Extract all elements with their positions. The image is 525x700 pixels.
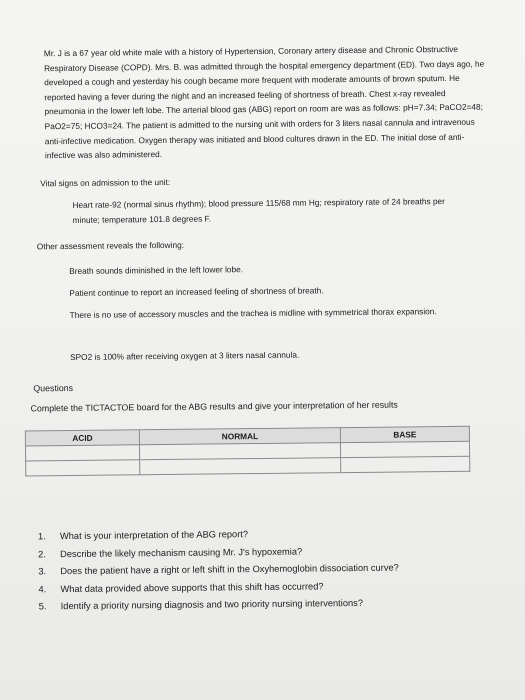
question-number: 4.: [38, 584, 47, 595]
vitals-title: Vital signs on admission to the unit:: [40, 176, 171, 189]
tictactoe-board: [25, 426, 470, 477]
header-acid: ACID: [25, 430, 139, 446]
questions-heading: Questions: [33, 382, 74, 394]
board-cell[interactable]: [26, 460, 140, 476]
assessment-finding: There is no use of accessory muscles and the trachea is midline with symmetrical thorax expansion.: [69, 306, 437, 320]
assessment-finding: SPO2 is 100% after receiving oxygen at 3 liters nasal cannula.: [70, 349, 300, 362]
question-text: Identify a priority nursing diagnosis and two priority nursing interventions?: [60, 598, 364, 612]
question-number: 5.: [38, 601, 47, 612]
board-cell[interactable]: [25, 445, 139, 461]
question-text: What is your interpretation of the ABG report?: [59, 529, 249, 542]
question-text: Describe the likely mechanism causing Mr. J's hypoxemia?: [60, 546, 303, 559]
question-number: 3.: [38, 566, 47, 577]
question-number: 1.: [37, 531, 46, 542]
question-text: What data provided above supports that this shift has occurred?: [60, 581, 324, 594]
header-normal: NORMAL: [139, 428, 340, 445]
assessment-finding: Patient continue to report an increased feeling of shortness of breath.: [69, 285, 324, 298]
question-list: [38, 524, 479, 617]
case-paragraph: Mr. J is a 67 year old white male with a history of Hypertension, Coronary artery disease and Chronic Obstructive Respiratory Disease (COPD). Mrs. B. was admitted through the hospital emergency department (ED). Two days ago, he developed a cough and yesterday his cough became more frequent with moderate amounts of brown sputum. He reported having a fever during the night and an increased feeling of shortness of breath. Chest x-ray revealed pneumonia in the lower left lobe. The arterial blood gas (ABG) report on room are was as follows: pH=7.34; PaCO2=48; PaO2=75; HCO3=24. The patient is admitted to the nursing unit with orders for 3 liters nasal cannula and intravenous anti-infective medication. Oxygen therapy was initiated and blood cultures drawn in the ED. The initial dose of anti-infective was also administered.: [43, 43, 485, 161]
vitals-text: Heart rate-92 (normal sinus rhythm); blood pressure 115/68 mm Hg; respiratory rate of 24 breaths per minute; temperature 101.8 degrees F.: [72, 196, 445, 225]
question-text: Does the patient have a right or left shift in the Oxyhemoglobin dissociation curve?: [60, 562, 399, 577]
tictactoe-instruction: Complete the TICTACTOE board for the ABG results and give your interpretation of her results: [30, 399, 398, 414]
assessment-finding: Breath sounds diminished in the left lower lobe.: [69, 264, 244, 276]
board-cell[interactable]: [340, 441, 469, 457]
board-cell[interactable]: [341, 456, 470, 472]
assessment-title: Other assessment reveals the following:: [36, 239, 185, 252]
question-item: [39, 594, 479, 616]
board-cell[interactable]: [140, 458, 341, 475]
header-base: BASE: [340, 426, 469, 442]
question-number: 2.: [38, 548, 46, 559]
